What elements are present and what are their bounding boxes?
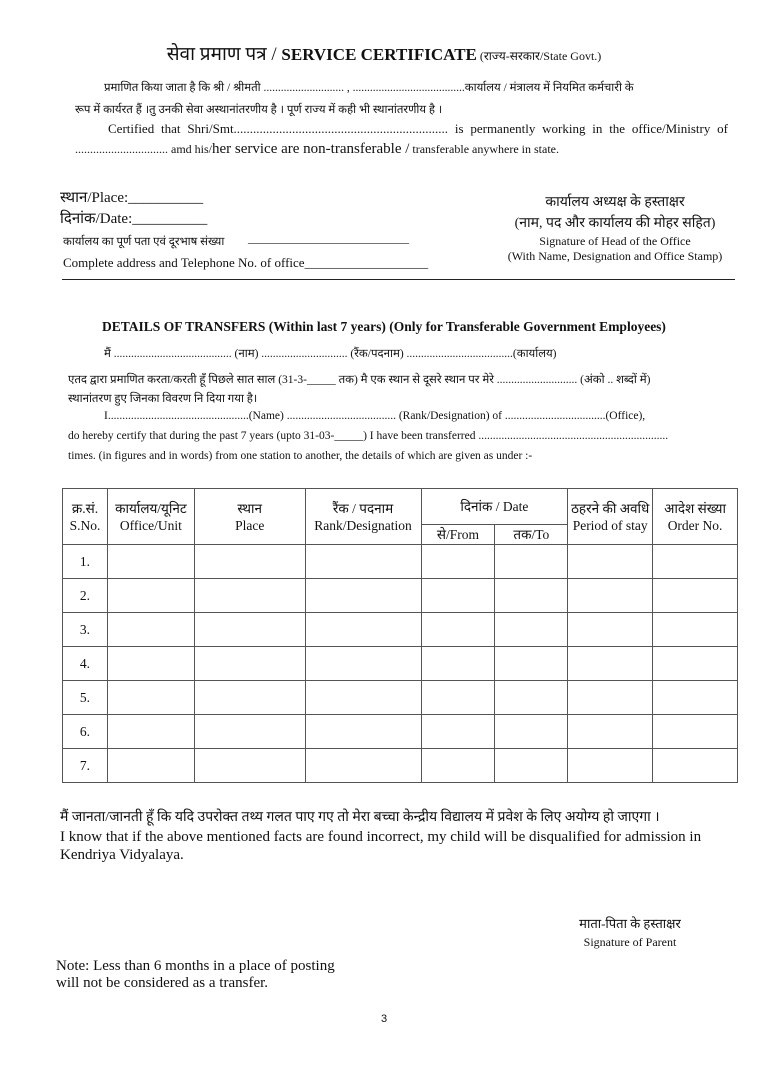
declaration-english: I know that if the above mentioned facts are found incorrect, my child will be disqualified for admission in Kendriya Vidyalaya. (60, 829, 702, 863)
transfers-hindi2: एतद द्वारा प्रमाणित करता/करती हूँ पिछले सात साल (31-3-_____ तक) मै एक स्थान से दूसरे स्थान पर मेरे ............................ (अंको .. शब्दों में) (68, 374, 651, 386)
parent-signature-english: Signature of Parent (583, 935, 677, 949)
head-signature-english1: Signature of Head of the Office (539, 234, 691, 248)
intro-english-b: her service are non-transferable / (212, 141, 410, 157)
intro-english-c: transferable anywhere in state. (409, 142, 559, 156)
table-cell[interactable] (653, 613, 738, 647)
row-number: 3. (63, 613, 108, 647)
table-cell[interactable] (568, 545, 653, 579)
table-row (63, 545, 738, 579)
intro-english-line1: Certified that Shri/Smt.................................................................. is permanently working in the office/Ministry of (108, 121, 728, 136)
table-cell[interactable] (305, 647, 421, 681)
table-row (63, 647, 738, 681)
page-title (0, 40, 768, 66)
title-separator: / (266, 44, 282, 65)
intro-english-a: ............................... amd his/ (75, 142, 212, 156)
table-cell[interactable] (194, 681, 305, 715)
table-cell[interactable] (107, 749, 194, 783)
table-cell[interactable] (305, 613, 421, 647)
table-cell[interactable] (421, 545, 495, 579)
transfers-heading: DETAILS OF TRANSFERS (Within last 7 years) (Only for Transferable Government Employees) (102, 319, 666, 334)
table-row (63, 749, 738, 783)
table-cell[interactable] (421, 749, 495, 783)
table-cell[interactable] (305, 681, 421, 715)
table-cell[interactable] (194, 613, 305, 647)
table-cell[interactable] (568, 647, 653, 681)
table-cell[interactable] (194, 749, 305, 783)
parent-signature-hindi: माता-पिता के हस्ताक्षर (579, 916, 681, 931)
transfers-hindi3: स्थानांतरण हुए जिनका विवरण नि दिया गया है। (68, 393, 258, 405)
table-cell[interactable] (653, 647, 738, 681)
table-cell[interactable] (568, 749, 653, 783)
table-cell[interactable] (194, 579, 305, 613)
title-suffix: (राज्य-सरकार/State Govt.) (476, 49, 602, 63)
note (56, 958, 335, 992)
head-signature-block (490, 192, 740, 264)
table-cell[interactable] (495, 715, 568, 749)
header-period: ठहरने की अवधि Period of stay (568, 489, 653, 545)
table-row (63, 681, 738, 715)
table-row (63, 715, 738, 749)
table-cell[interactable] (495, 681, 568, 715)
page-number: 3 (380, 1013, 388, 1025)
table-cell[interactable] (107, 579, 194, 613)
date-field[interactable]: दिनांक/Date:__________ (60, 211, 208, 227)
table-cell[interactable] (568, 579, 653, 613)
intro-hindi-line2: रूप में कार्यरत हैं ।तु उनकी सेवा अस्थानांतरणीय है । पूर्ण राज्य में कही भी स्थानांतरणीय है । (75, 104, 443, 116)
table-cell[interactable] (421, 681, 495, 715)
table-row (63, 579, 738, 613)
declaration-hindi: मैं जानता/जानती हूँ कि यदि उपरोक्त तथ्य गलत पाए गए तो मेरा बच्चा केन्द्रीय विद्यालय में प्रवेश के लिए अयोग्य हो जाएगा । (60, 810, 660, 825)
table-cell[interactable] (305, 715, 421, 749)
table-cell[interactable] (194, 545, 305, 579)
table-cell[interactable] (653, 545, 738, 579)
note-line2: will not be considered as a transfer. (56, 975, 269, 991)
table-cell[interactable] (653, 715, 738, 749)
header-date: दिनांक / Date (421, 489, 568, 525)
head-signature-hindi2: (नाम, पद और कार्यालय की मोहर सहित) (514, 216, 716, 231)
table-cell[interactable] (568, 613, 653, 647)
table-cell[interactable] (495, 647, 568, 681)
table-cell[interactable] (107, 715, 194, 749)
head-signature-hindi1: कार्यालय अध्यक्ष के हस्ताक्षर (545, 195, 685, 210)
row-number: 1. (63, 545, 108, 579)
header-rank: रैंक / पदनाम Rank/Designation (305, 489, 421, 545)
row-number: 4. (63, 647, 108, 681)
head-signature-english2: (With Name, Designation and Office Stamp) (507, 249, 723, 263)
transfers-hindi1: मैं ......................................... (नाम) .............................. (रैंक/पदनाम) .....................................(कार्यालय) (104, 348, 557, 360)
table-cell[interactable] (305, 545, 421, 579)
table-cell[interactable] (107, 613, 194, 647)
transfers-table (62, 488, 738, 783)
address-field-line[interactable]: ____________________________ (248, 233, 409, 245)
header-order: आदेश संख्या Order No. (653, 489, 738, 545)
table-cell[interactable] (107, 681, 194, 715)
parent-signature (560, 914, 700, 950)
table-cell[interactable] (194, 647, 305, 681)
table-cell[interactable] (305, 579, 421, 613)
table-cell[interactable] (568, 681, 653, 715)
table-cell[interactable] (194, 715, 305, 749)
row-number: 6. (63, 715, 108, 749)
table-cell[interactable] (107, 545, 194, 579)
table-cell[interactable] (421, 715, 495, 749)
note-line1: Note: Less than 6 months in a place of posting (56, 958, 335, 974)
table-cell[interactable] (421, 613, 495, 647)
address-label-hindi: कार्यालय का पूर्ण पता एवं दूरभाष संख्या (63, 236, 225, 248)
address-field-english[interactable]: Complete address and Telephone No. of office___________________ (63, 255, 429, 270)
header-office: कार्यालय/यूनिट Office/Unit (107, 489, 194, 545)
table-cell[interactable] (653, 579, 738, 613)
transfers-english2: do hereby certify that during the past 7 years (upto 31-03-_____) I have been transferred .................................................................. (68, 430, 669, 442)
table-row (63, 613, 738, 647)
header-sno: क्र.सं. S.No. (63, 489, 108, 545)
table-cell[interactable] (495, 749, 568, 783)
table-cell[interactable] (305, 749, 421, 783)
transfers-english1: I.................................................(Name) ...................................... (Rank/Designation) of ...................................(Office), (104, 410, 646, 422)
transfers-english3: times. (in figures and in words) from one station to another, the details of which are given as under :- (68, 450, 533, 462)
table-cell[interactable] (421, 647, 495, 681)
table-cell[interactable] (495, 545, 568, 579)
intro-english-line2 (75, 141, 559, 158)
place-field[interactable]: स्थान/Place:__________ (60, 190, 204, 206)
title-english: SERVICE CERTIFICATE (281, 45, 477, 64)
table-cell[interactable] (568, 715, 653, 749)
row-number: 2. (63, 579, 108, 613)
intro-hindi-line1: प्रमाणित किया जाता है कि श्री / श्रीमती ............................ , .......................................कार्यालय / मंत्रालय में नियमित कर्मचारी के (104, 82, 634, 94)
divider (62, 279, 735, 280)
row-number: 7. (63, 749, 108, 783)
table-cell[interactable] (495, 579, 568, 613)
table-cell[interactable] (107, 647, 194, 681)
title-hindi: सेवा प्रमाण पत्र (166, 44, 267, 65)
table-cell[interactable] (653, 681, 738, 715)
row-number: 5. (63, 681, 108, 715)
header-place: स्थान Place (194, 489, 305, 545)
table-cell[interactable] (421, 579, 495, 613)
table-cell[interactable] (495, 613, 568, 647)
header-from: से/From (421, 525, 495, 545)
header-to: तक/To (495, 525, 568, 545)
table-cell[interactable] (653, 749, 738, 783)
